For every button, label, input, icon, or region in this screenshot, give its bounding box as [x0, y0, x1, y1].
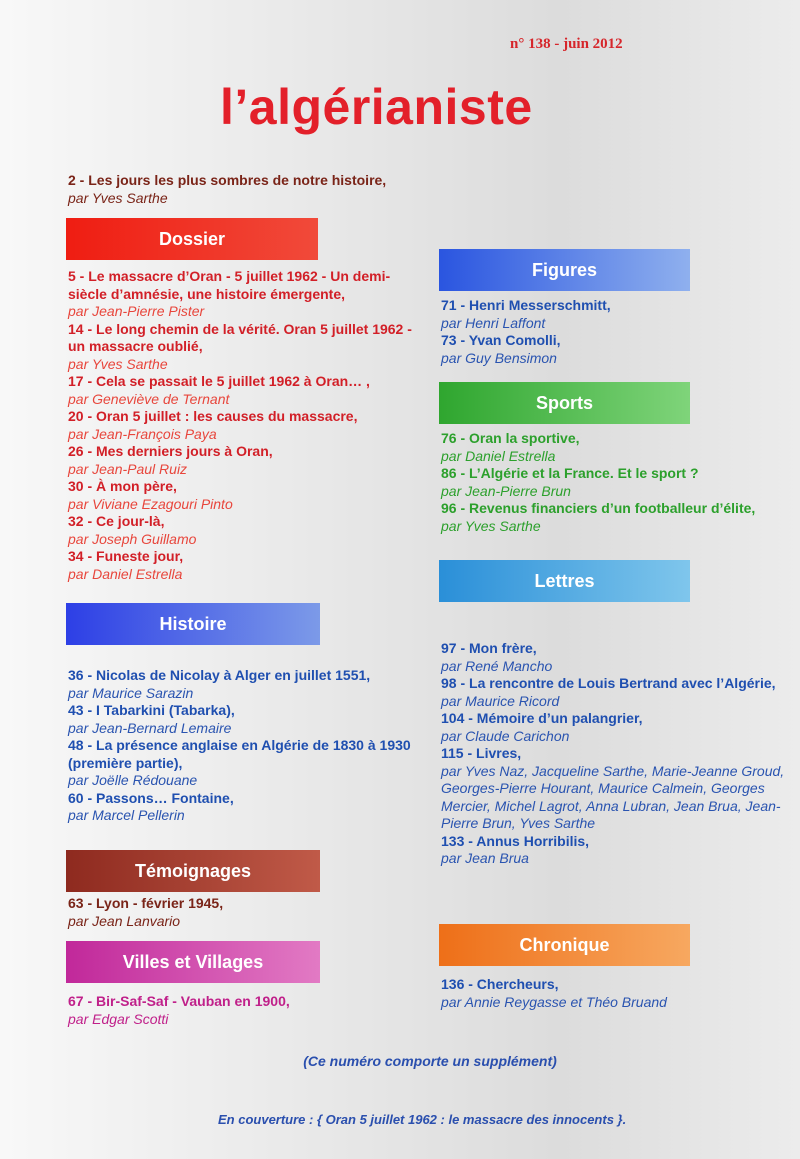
entry-title: 136 - Chercheurs, — [441, 976, 559, 992]
list-item — [68, 790, 424, 825]
entry-title: 60 - Passons… Fontaine, — [68, 789, 234, 806]
entry-author: par Jean Brua — [441, 850, 529, 866]
masthead-title: l’algérianiste — [220, 79, 533, 135]
entry-author: par Joëlle Rédouane — [68, 772, 198, 788]
issue-number: n° 138 - juin 2012 — [510, 36, 623, 52]
entry-author: par Joseph Guillamo — [68, 530, 197, 547]
entry-author: par Viviane Ezagouri Pinto — [68, 495, 233, 512]
entry-author: par Annie Reygasse et Théo Bruand — [441, 993, 667, 1010]
entry-title: 17 - Cela se passait le 5 juillet 1962 à Oran… , — [68, 373, 370, 389]
list-item — [68, 373, 424, 408]
entry-title: 36 - Nicolas de Nicolay à Alger en juillet 1551, — [68, 667, 371, 683]
list-item — [441, 745, 786, 833]
entry-title: 76 - Oran la sportive, — [441, 430, 580, 446]
list-item — [441, 833, 786, 868]
lettres-list — [441, 640, 786, 868]
list-item — [441, 640, 786, 675]
list-item — [441, 710, 786, 745]
dossier-list — [68, 268, 424, 583]
entry-author: par Edgar Scotti — [68, 1010, 169, 1027]
entry-title: 71 - Henri Messerschmitt, — [441, 297, 611, 313]
section-header-villes: Villes et Villages — [66, 941, 320, 983]
list-item — [441, 976, 786, 1011]
sports-list — [441, 430, 786, 535]
list-item — [68, 993, 424, 1028]
supplement-note: (Ce numéro comporte un supplément) — [303, 1053, 557, 1069]
entry-author: par Yves Sarthe — [68, 355, 168, 372]
entry-author: par Maurice Sarazin — [68, 684, 194, 701]
entry-author: par Jean-Paul Ruiz — [68, 460, 188, 477]
entry-author: par Jean-Bernard Lemaire — [68, 719, 232, 736]
list-item — [441, 500, 786, 535]
entry-author: par Jean-Pierre Pister — [68, 303, 205, 319]
list-item — [68, 667, 424, 702]
list-item — [441, 332, 786, 367]
section-header-lettres: Lettres — [439, 560, 690, 602]
list-item — [441, 430, 786, 465]
histoire-list — [68, 667, 424, 825]
entry-author: par Yves Sarthe — [441, 517, 541, 534]
temoignages-list — [68, 895, 424, 930]
list-item — [441, 675, 786, 710]
editorial-author: par Yves Sarthe — [68, 189, 168, 206]
list-item — [68, 702, 424, 737]
list-item — [68, 443, 424, 478]
villes-list — [68, 993, 424, 1028]
entry-title: 97 - Mon frère, — [441, 640, 537, 656]
chronique-list — [441, 976, 786, 1011]
entry-title: 63 - Lyon - février 1945, — [68, 895, 224, 911]
entry-title: 20 - Oran 5 juillet : les causes du massacre, — [68, 408, 358, 424]
entry-title: 43 - I Tabarkini (Tabarka), — [68, 702, 235, 718]
list-item — [441, 465, 786, 500]
list-item — [68, 268, 424, 321]
entry-title: 86 - L’Algérie et la France. Et le sport ? — [441, 465, 699, 481]
list-item — [68, 548, 424, 583]
section-header-sports: Sports — [439, 382, 690, 424]
entry-title: 133 - Annus Horribilis, — [441, 832, 590, 849]
section-header-histoire: Histoire — [66, 603, 320, 645]
entry-author: par Jean-François Paya — [68, 425, 217, 442]
section-header-chronique: Chronique — [439, 924, 690, 966]
entry-author: par Guy Bensimon — [441, 349, 557, 366]
entry-title: 104 - Mémoire d’un palangrier, — [441, 710, 643, 726]
entry-title: 30 - À mon père, — [68, 478, 177, 494]
entry-author: par Jean Lanvario — [68, 912, 181, 929]
entry-title: 115 - Livres, — [441, 745, 522, 761]
list-item — [68, 513, 424, 548]
entry-title: 67 - Bir-Saf-Saf - Vauban en 1900, — [68, 993, 290, 1009]
entry-author: par Marcel Pellerin — [68, 807, 185, 823]
entry-author: par Maurice Ricord — [441, 692, 560, 709]
entry-title: 96 - Revenus financiers d’un footballeur d’élite, — [441, 500, 756, 516]
entry-title: 32 - Ce jour-là, — [68, 513, 165, 529]
list-item — [68, 321, 424, 374]
list-item — [68, 478, 424, 513]
list-item — [68, 408, 424, 443]
list-item — [68, 895, 424, 930]
section-header-temoignages: Témoignages — [66, 850, 320, 892]
section-header-figures: Figures — [439, 249, 690, 291]
entry-author: par Henri Laffont — [441, 314, 546, 331]
entry-title: 26 - Mes derniers jours à Oran, — [68, 443, 273, 459]
editorial — [68, 172, 428, 207]
entry-title: 14 - Le long chemin de la vérité. Oran 5 juillet 1962 - un massacre oublié, — [68, 320, 412, 354]
entry-title: 48 - La présence anglaise en Algérie de 1830 à 1930 (première partie), — [68, 737, 411, 771]
entry-author: par René Mancho — [441, 657, 553, 674]
entry-author: par Daniel Estrella — [68, 565, 183, 582]
list-item — [68, 737, 424, 790]
entry-author: par Claude Carichon — [441, 727, 570, 744]
entry-author: par Daniel Estrella — [441, 447, 556, 464]
section-header-dossier: Dossier — [66, 218, 318, 260]
editorial-title: 2 - Les jours les plus sombres de notre histoire, — [68, 172, 387, 188]
entry-title: 98 - La rencontre de Louis Bertrand avec l’Algérie, — [441, 675, 776, 691]
entry-author: par Geneviève de Ternant — [68, 390, 230, 407]
figures-list — [441, 297, 786, 367]
entry-author: par Yves Naz, Jacqueline Sarthe, Marie-Jeanne Groud, Georges-Pierre Hourant, Maurice Calmein, Georges Mercier, Michel Lagrot, Anna Lubran, Jean Brua, Jean-Pierre Brun, Yves Sarthe — [441, 762, 785, 831]
entry-title: 34 - Funeste jour, — [68, 548, 184, 564]
entry-title: 73 - Yvan Comolli, — [441, 332, 561, 348]
cover-caption: En couverture : { Oran 5 juillet 1962 : le massacre des innocents }. — [218, 1112, 627, 1127]
list-item — [441, 297, 786, 332]
entry-title: 5 - Le massacre d’Oran - 5 juillet 1962 - Un demi-siècle d’amnésie, une histoire émergente, — [68, 268, 391, 302]
entry-author: par Jean-Pierre Brun — [441, 482, 571, 499]
